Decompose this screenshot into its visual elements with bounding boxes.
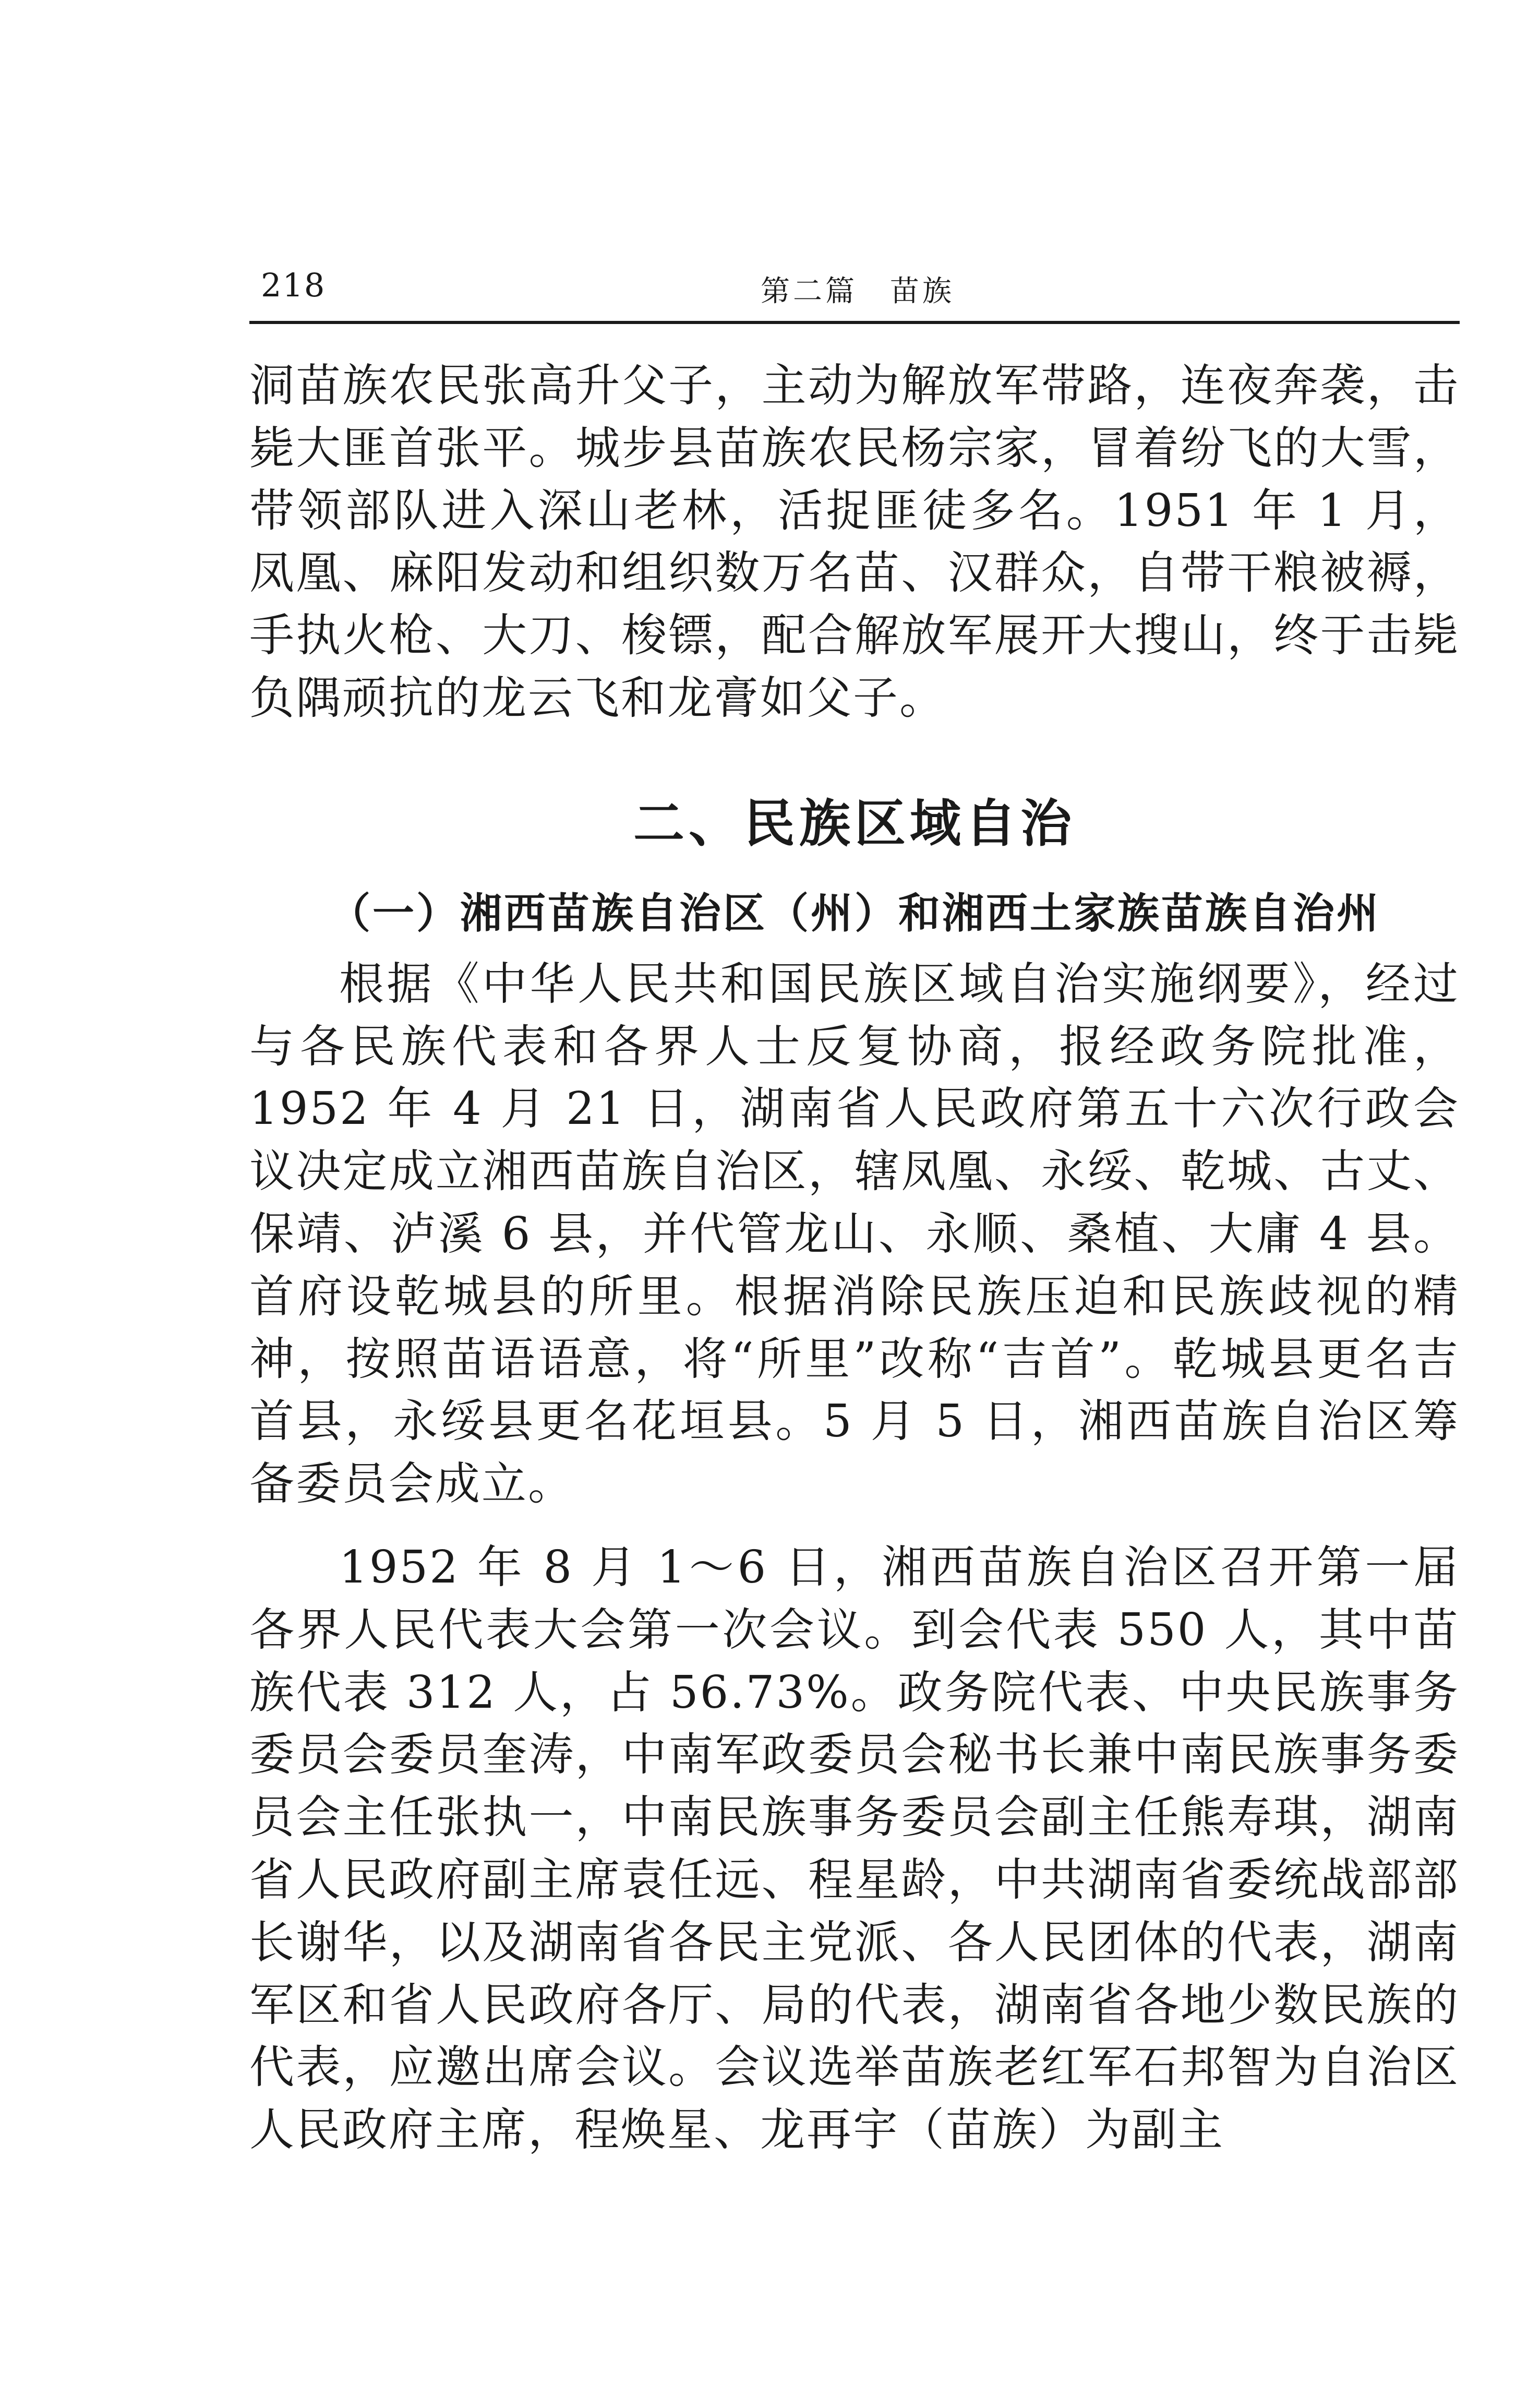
page-header: [256, 261, 1460, 318]
section-title: 二、民族区域自治: [633, 794, 1076, 854]
page-number: 218: [261, 266, 326, 304]
running-head: 第二篇 苗族: [761, 274, 955, 308]
page-body: [249, 355, 1460, 2162]
paragraph-2: 1952 年 8 月 1～6 日，湘西苗族自治区召开第一届各界人民代表大会第一次会议。到会代表 550 人，其中苗族代表 312 人，占 56.73%。政务院代表、中央民族事务委员会委员奎涛，中南军政委员会秘书长兼中南民族事务委员会主任张执一，中南民族事务委员会副主任熊寿琪，湖南省人民政府副主席袁任远、程星龄，中共湖南省委统战部部长谢华，以及湖南省各民主党派、各人民团体的代表，湖南军区和省人民政府各厅、局的代表，湖南省各地少数民族的代表，应邀出席会议。会议选举苗族老红军石邦智为自治区人民政府主席，程焕星、龙再宇（苗族）为副主: [249, 1541, 1460, 2156]
paragraph-continued: 洞苗族农民张高升父子，主动为解放军带路，连夜奔袭，击毙大匪首张平。城步县苗族农民杨宗家，冒着纷飞的大雪，带领部队进入深山老林，活捉匪徒多名。1951 年 1 月，凤凰、麻阳发动和组织数万名苗、汉群众，自带干粮被褥，手执火枪、大刀、梭镖，配合解放军展开大搜山，终于击毙负隅顽抗的龙云飞和龙膏如父子。: [249, 359, 1460, 724]
header-rule: [249, 321, 1460, 324]
paragraph-1: 根据《中华人民共和国民族区域自治实施纲要》，经过与各民族代表和各界人士反复协商，报经政务院批准，1952 年 4 月 21 日，湖南省人民政府第五十六次行政会议决定成立湘西苗族自治区，辖凤凰、永绥、乾城、古丈、保靖、泸溪 6 县，并代管龙山、永顺、桑植、大庸 4 县。首府设乾城县的所里。根据消除民族压迫和民族歧视的精神，按照苗语语意，将“所里”改称“吉首”。乾城县更名吉首县，永绥县更名花垣县。5 月 5 日，湘西苗族自治区筹备委员会成立。: [249, 957, 1460, 1511]
subsection-title: （一）湘西苗族自治区（州）和湘西土家族苗族自治州: [329, 889, 1380, 938]
paragraph-gap: [249, 1516, 1460, 1537]
